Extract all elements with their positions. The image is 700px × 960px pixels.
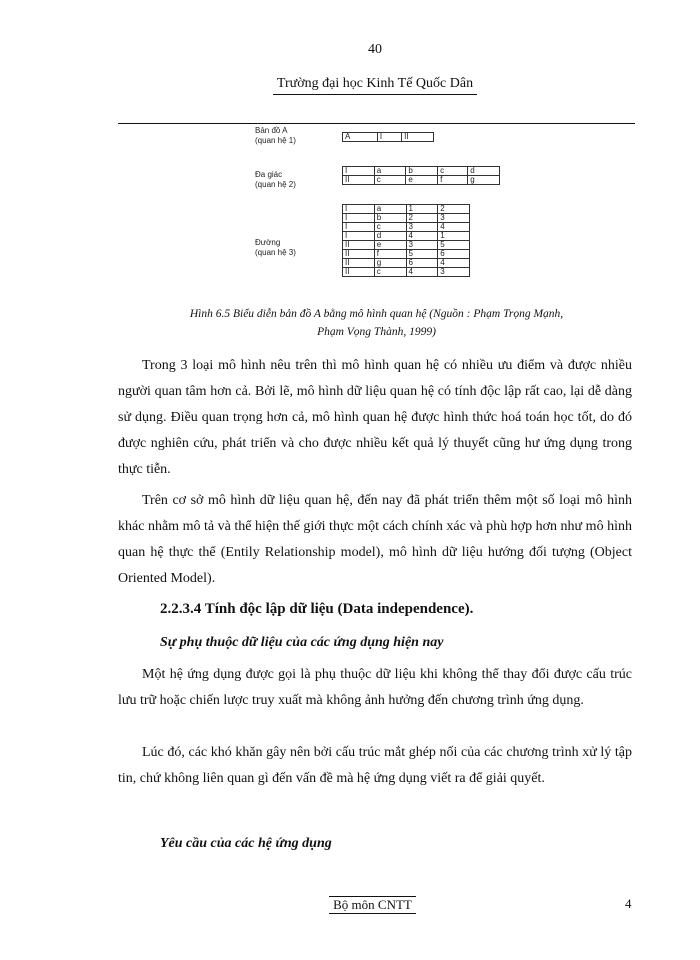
table-cell: I <box>343 205 375 214</box>
footer-department <box>0 896 700 914</box>
table-cell: 4 <box>406 268 438 277</box>
table-cell: 4 <box>438 223 470 232</box>
polygon-label-line1: Đa giác <box>255 170 283 179</box>
polygon-label <box>255 170 296 190</box>
subheading-dependence: Sự phụ thuộc dữ liệu của các ứng dụng hiện nay <box>160 635 444 650</box>
university-name: Trường đại học Kinh Tế Quốc Dân <box>273 76 477 95</box>
table-cell: 2 <box>438 205 470 214</box>
table-cell: 4 <box>438 259 470 268</box>
map-label <box>255 126 296 146</box>
caption-line2: Phạm Vọng Thành, 1999) <box>317 326 436 338</box>
table-row <box>343 205 470 214</box>
table-cell: I <box>343 214 375 223</box>
table-cell: 1 <box>406 205 438 214</box>
table-cell: 3 <box>406 241 438 250</box>
line-table <box>342 204 470 277</box>
line-label-line1: Đường <box>255 238 281 247</box>
figure-caption <box>118 305 635 341</box>
table-row <box>343 259 470 268</box>
line-label <box>255 238 296 258</box>
table-cell: c <box>374 176 406 185</box>
page-number-top: 40 <box>368 42 382 57</box>
table-row <box>343 250 470 259</box>
table-row <box>343 133 434 142</box>
table-cell: 3 <box>438 268 470 277</box>
subheading-requirements: Yêu cầu của các hệ ứng dụng <box>160 836 332 851</box>
map-label-line2: (quan hệ 1) <box>255 136 296 145</box>
table-cell: e <box>374 241 406 250</box>
map-table <box>342 132 434 142</box>
table-cell: II <box>343 241 375 250</box>
table-cell: b <box>374 214 406 223</box>
table-cell: f <box>438 176 468 185</box>
table-cell: c <box>438 167 468 176</box>
table-cell: g <box>374 259 406 268</box>
table-row <box>343 167 500 176</box>
table-cell: d <box>468 167 500 176</box>
paragraph-2: Trên cơ sở mô hình dữ liệu quan hệ, đến nay đã phát triển thêm một số loại mô hình khác nhằm mô tả và thể hiện thế giới thực một cách chính xác và phù hợp hơn như mô hình quan hệ thực thể (Entily Relationship model), mô hình dữ liệu hướng đối tượng (Object Oriented Model). <box>118 493 632 586</box>
table-cell: 2 <box>406 214 438 223</box>
table-cell: A <box>343 133 378 142</box>
table-cell: 6 <box>406 259 438 268</box>
university-header <box>0 76 700 95</box>
polygon-table <box>342 166 500 185</box>
table-row <box>343 268 470 277</box>
polygon-label-line2: (quan hệ 2) <box>255 180 296 189</box>
table-cell: II <box>343 268 375 277</box>
table-cell: I <box>377 133 401 142</box>
table-cell: I <box>343 223 375 232</box>
table-row <box>343 214 470 223</box>
table-cell: a <box>374 205 406 214</box>
table-cell: II <box>343 176 375 185</box>
table-cell: c <box>374 223 406 232</box>
table-cell: I <box>343 232 375 241</box>
table-cell: e <box>406 176 438 185</box>
table-cell: 6 <box>438 250 470 259</box>
table-cell: 1 <box>438 232 470 241</box>
table-cell: 4 <box>406 232 438 241</box>
table-cell: II <box>402 133 434 142</box>
paragraph-1: Trong 3 loại mô hình nêu trên thì mô hình quan hệ có nhiều ưu điểm và được nhiều người quan tâm hơn cả. Bởi lẽ, mô hình dữ liệu quan hệ có tính độc lập rất cao, lại dễ dàng sử dụng. Điều quan trọng hơn cả, mô hình quan hệ được hình thức hoá toán học tốt, do đó được nghiên cứu, phát triển và cho được nhiều kết quả lý thuyết cũng hư ứng dụng trong thực tiễn. <box>118 358 632 477</box>
table-row <box>343 176 500 185</box>
table-cell: 3 <box>406 223 438 232</box>
table-cell: II <box>343 250 375 259</box>
table-cell: 5 <box>406 250 438 259</box>
department-label: Bộ môn CNTT <box>329 896 416 914</box>
header-rule <box>118 123 635 124</box>
caption-line1: Hình 6.5 Biểu diễn bản đồ A bằng mô hình quan hệ (Nguồn : Phạm Trọng Mạnh, <box>189 308 564 320</box>
table-cell: c <box>374 268 406 277</box>
table-cell: a <box>374 167 406 176</box>
paragraph-3: Một hệ ứng dụng được gọi là phụ thuộc dữ liệu khi không thể thay đổi được cấu trúc lưu trữ hoặc chiến lược truy xuất mà không ảnh hưởng đến chương trình ứng dụng. <box>118 667 632 708</box>
table-cell: II <box>343 259 375 268</box>
table-cell: 5 <box>438 241 470 250</box>
table-cell: g <box>468 176 500 185</box>
paragraph-4: Lúc đó, các khó khăn gây nên bởi cấu trúc mắt ghép nối của các chương trình xử lý tập tin, chứ không liên quan gì đến vấn đề mà hệ ứng dụng viết ra để giải quyết. <box>118 745 632 786</box>
section-heading: 2.2.3.4 Tính độc lập dữ liệu (Data independence). <box>160 601 474 617</box>
line-label-line2: (quan hệ 3) <box>255 248 296 257</box>
table-cell: d <box>374 232 406 241</box>
footer-page-number: 4 <box>625 896 632 911</box>
table-cell: I <box>343 167 375 176</box>
table-cell: 3 <box>438 214 470 223</box>
table-row <box>343 232 470 241</box>
table-cell: b <box>406 167 438 176</box>
table-row <box>343 223 470 232</box>
table-cell: f <box>374 250 406 259</box>
map-label-line1: Bản đồ A <box>255 126 288 135</box>
table-row <box>343 241 470 250</box>
